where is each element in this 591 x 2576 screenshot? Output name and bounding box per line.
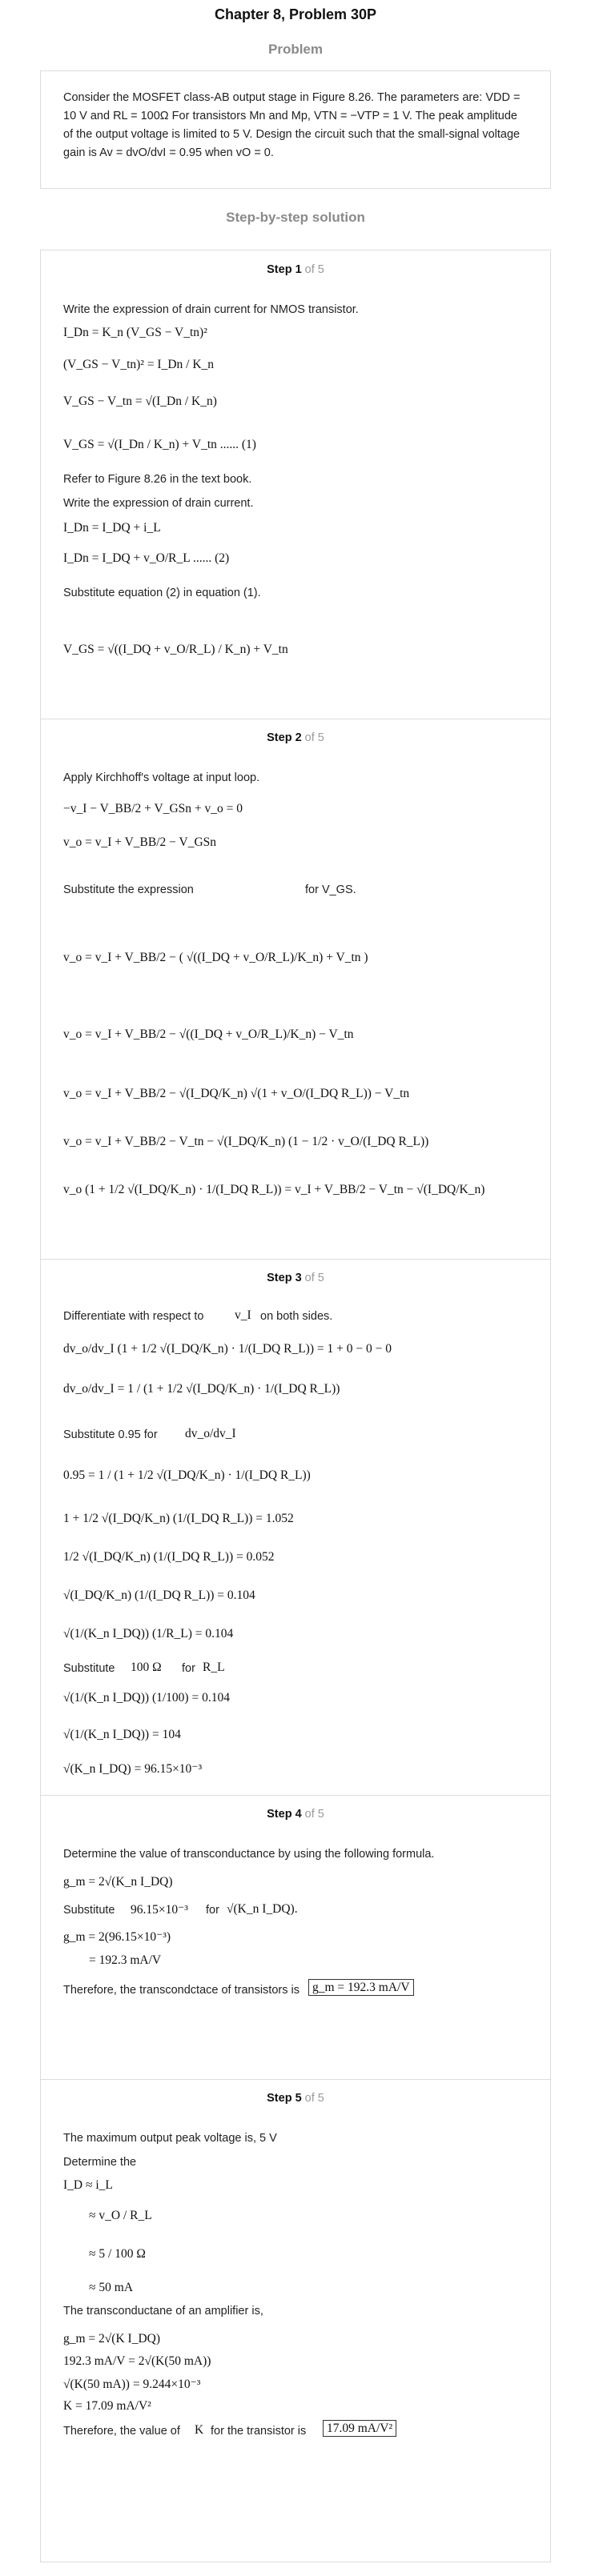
step-3-eq-1: dv_o/dv_I (1 + 1/2 √(I_DQ/K_n) · 1/(I_DQ R_L)) = 1 + 0 − 0 − 0 <box>63 1342 392 1356</box>
step-1-eq-5: I_Dn = I_DQ + i_L <box>63 521 161 535</box>
step-3 <box>41 1259 550 1796</box>
step-2-eq-4: v_o = v_I + V_BB/2 − √((I_DQ + v_O/R_L)/K_n) − V_tn <box>63 1028 354 1041</box>
step-2-eq-5: v_o = v_I + V_BB/2 − √(I_DQ/K_n) √(1 + v_O/(I_DQ R_L)) − V_tn <box>63 1087 410 1100</box>
step-3-text-3: Substitute 0.95 for <box>63 1428 158 1441</box>
step-3-value-100ohm: 100 Ω <box>131 1661 162 1674</box>
steps-container <box>40 250 551 2562</box>
step-2-text-1: Apply Kirchhoff's voltage at input loop. <box>63 771 260 784</box>
step-3-text-2: on both sides. <box>260 1310 333 1323</box>
step-1-text-2: Refer to Figure 8.26 in the text book. <box>63 473 252 486</box>
step-4-eq-2: g_m = 2(96.15×10⁻³) <box>63 1930 171 1944</box>
step-3-eq-4: 1 + 1/2 √(I_DQ/K_n) (1/(I_DQ R_L)) = 1.052 <box>63 1512 294 1525</box>
step-5-text-1: The maximum output peak voltage is, 5 V <box>63 2132 277 2145</box>
step-3-heading: Step 3 of 5 <box>267 1272 324 1284</box>
step-1-eq-4: V_GS = √(I_Dn / K_n) + V_tn ...... (1) <box>63 438 256 451</box>
step-5-eq-3: ≈ 5 / 100 Ω <box>89 2247 146 2261</box>
step-5-eq-5: g_m = 2√(K I_DQ) <box>63 2332 160 2346</box>
step-3-text-4: Substitute <box>63 1662 115 1675</box>
step-2-eq-7: v_o (1 + 1/2 √(I_DQ/K_n) · 1/(I_DQ R_L)) = v_I + V_BB/2 − V_tn − √(I_DQ/K_n) <box>63 1183 485 1196</box>
step-1-eq-1: I_Dn = K_n (V_GS − V_tn)² <box>63 326 207 339</box>
step-5-eq-4: ≈ 50 mA <box>89 2281 134 2294</box>
step-3-eq-8: √(1/(K_n I_DQ)) (1/100) = 0.104 <box>63 1691 230 1705</box>
step-5-answer: 17.09 mA/V² <box>323 2422 396 2436</box>
step-2-eq-6: v_o = v_I + V_BB/2 − V_tn − √(I_DQ/K_n) (1 − 1/2 · v_O/(I_DQ R_L)) <box>63 1135 429 1148</box>
step-5-eq-6: 192.3 mA/V = 2√(K(50 mA)) <box>63 2354 211 2368</box>
step-4-eq-3: = 192.3 mA/V <box>89 1953 162 1967</box>
step-1-eq-7: V_GS = √((I_DQ + v_O/R_L) / K_n) + V_tn <box>63 643 288 656</box>
step-1-eq-3: V_GS − V_tn = √(I_Dn / K_n) <box>63 395 217 408</box>
step-1-heading: Step 1 of 5 <box>267 263 324 276</box>
step-3-eq-2: dv_o/dv_I = 1 / (1 + 1/2 √(I_DQ/K_n) · 1/(I_DQ R_L)) <box>63 1382 340 1396</box>
step-5-heading: Step 5 of 5 <box>267 2092 324 2105</box>
step-5-text-3: The transconductane of an amplifier is, <box>63 2305 263 2318</box>
step-4-eq-1: g_m = 2√(K_n I_DQ) <box>63 1875 173 1889</box>
step-3-eq-10: √(K_n I_DQ) = 96.15×10⁻³ <box>63 1762 203 1776</box>
step-5-eq-8: K = 17.09 mA/V² <box>63 2399 151 2413</box>
solution-heading: Step-by-step solution <box>226 210 365 225</box>
step-2-text-3: for V_GS. <box>305 883 356 896</box>
step-5 <box>41 2079 550 2563</box>
step-1-text-3: Write the expression of drain current. <box>63 497 254 510</box>
step-4-text-3: for <box>206 1904 219 1917</box>
step-5-var-k: K <box>195 2423 204 2437</box>
step-4-answer: g_m = 192.3 mA/V <box>308 1981 414 1995</box>
step-1-eq-6: I_Dn = I_DQ + v_O/R_L ...... (2) <box>63 551 230 565</box>
step-5-text-5: for the transistor is <box>211 2425 307 2438</box>
step-2-eq-3: v_o = v_I + V_BB/2 − ( √((I_DQ + v_O/R_L)/K_n) + V_tn ) <box>63 951 368 964</box>
step-1-eq-2: (V_GS − V_tn)² = I_Dn / K_n <box>63 358 215 371</box>
step-3-text-5: for <box>182 1662 195 1675</box>
step-4-heading: Step 4 of 5 <box>267 1808 324 1821</box>
step-1-text-1: Write the expression of drain current for NMOS transistor. <box>63 303 359 316</box>
step-4-text-1: Determine the value of transconductance by using the following formula. <box>63 1848 435 1861</box>
step-3-eq-3: 0.95 = 1 / (1 + 1/2 √(I_DQ/K_n) · 1/(I_DQ R_L)) <box>63 1468 311 1482</box>
step-5-eq-7: √(K(50 mA)) = 9.244×10⁻³ <box>63 2378 201 2391</box>
step-2-heading: Step 2 of 5 <box>267 731 324 744</box>
step-3-var-rl: R_L <box>203 1661 225 1674</box>
step-5-text-2: Determine the <box>63 2156 137 2169</box>
step-4-sqrt-knidq: √(K_n I_DQ). <box>227 1902 298 1916</box>
step-2 <box>41 719 550 1260</box>
step-5-eq-1: I_D ≈ i_L <box>63 2178 113 2192</box>
step-3-eq-5: 1/2 √(I_DQ/K_n) (1/(I_DQ R_L)) = 0.052 <box>63 1550 275 1564</box>
step-3-text-1: Differentiate with respect to <box>63 1310 204 1323</box>
step-2-eq-1: −v_I − V_BB/2 + V_GSn + v_o = 0 <box>63 802 243 815</box>
step-4 <box>41 1795 550 2080</box>
step-4-text-2: Substitute <box>63 1904 115 1917</box>
step-3-dvo-dvi: dv_o/dv_I <box>185 1427 236 1440</box>
step-5-eq-2: ≈ v_O / R_L <box>89 2209 152 2222</box>
step-3-var-vi: v_I <box>235 1308 251 1322</box>
problem-statement-box <box>40 70 551 189</box>
problem-text: Consider the MOSFET class-AB output stage in Figure 8.26. The parameters are: VDD = 10 V and RL = 100Ω For transistors Mn and Mp, VTN = −VTP = 1 V. The peak amplitude of the output voltage is limited to 5 V. Design the circuit such that the small-signal voltage gain is Av = dvO/dvI = 0.95 when vO = 0. <box>63 91 521 159</box>
step-3-eq-9: √(1/(K_n I_DQ)) = 104 <box>63 1728 181 1741</box>
page-title: Chapter 8, Problem 30P <box>214 6 377 22</box>
step-5-text-4: Therefore, the value of <box>63 2425 180 2438</box>
step-2-eq-2: v_o = v_I + V_BB/2 − V_GSn <box>63 835 217 849</box>
step-3-eq-6: √(I_DQ/K_n) (1/(I_DQ R_L)) = 0.104 <box>63 1588 255 1602</box>
step-1-text-4: Substitute equation (2) in equation (1). <box>63 587 261 599</box>
problem-heading: Problem <box>267 42 324 57</box>
step-4-text-4: Therefore, the transcondctace of transistors is <box>63 1984 300 1997</box>
step-3-eq-7: √(1/(K_n I_DQ)) (1/R_L) = 0.104 <box>63 1627 234 1641</box>
step-2-text-2: Substitute the expression <box>63 883 194 896</box>
step-4-value: 96.15×10⁻³ <box>131 1903 188 1917</box>
step-1 <box>41 250 550 719</box>
